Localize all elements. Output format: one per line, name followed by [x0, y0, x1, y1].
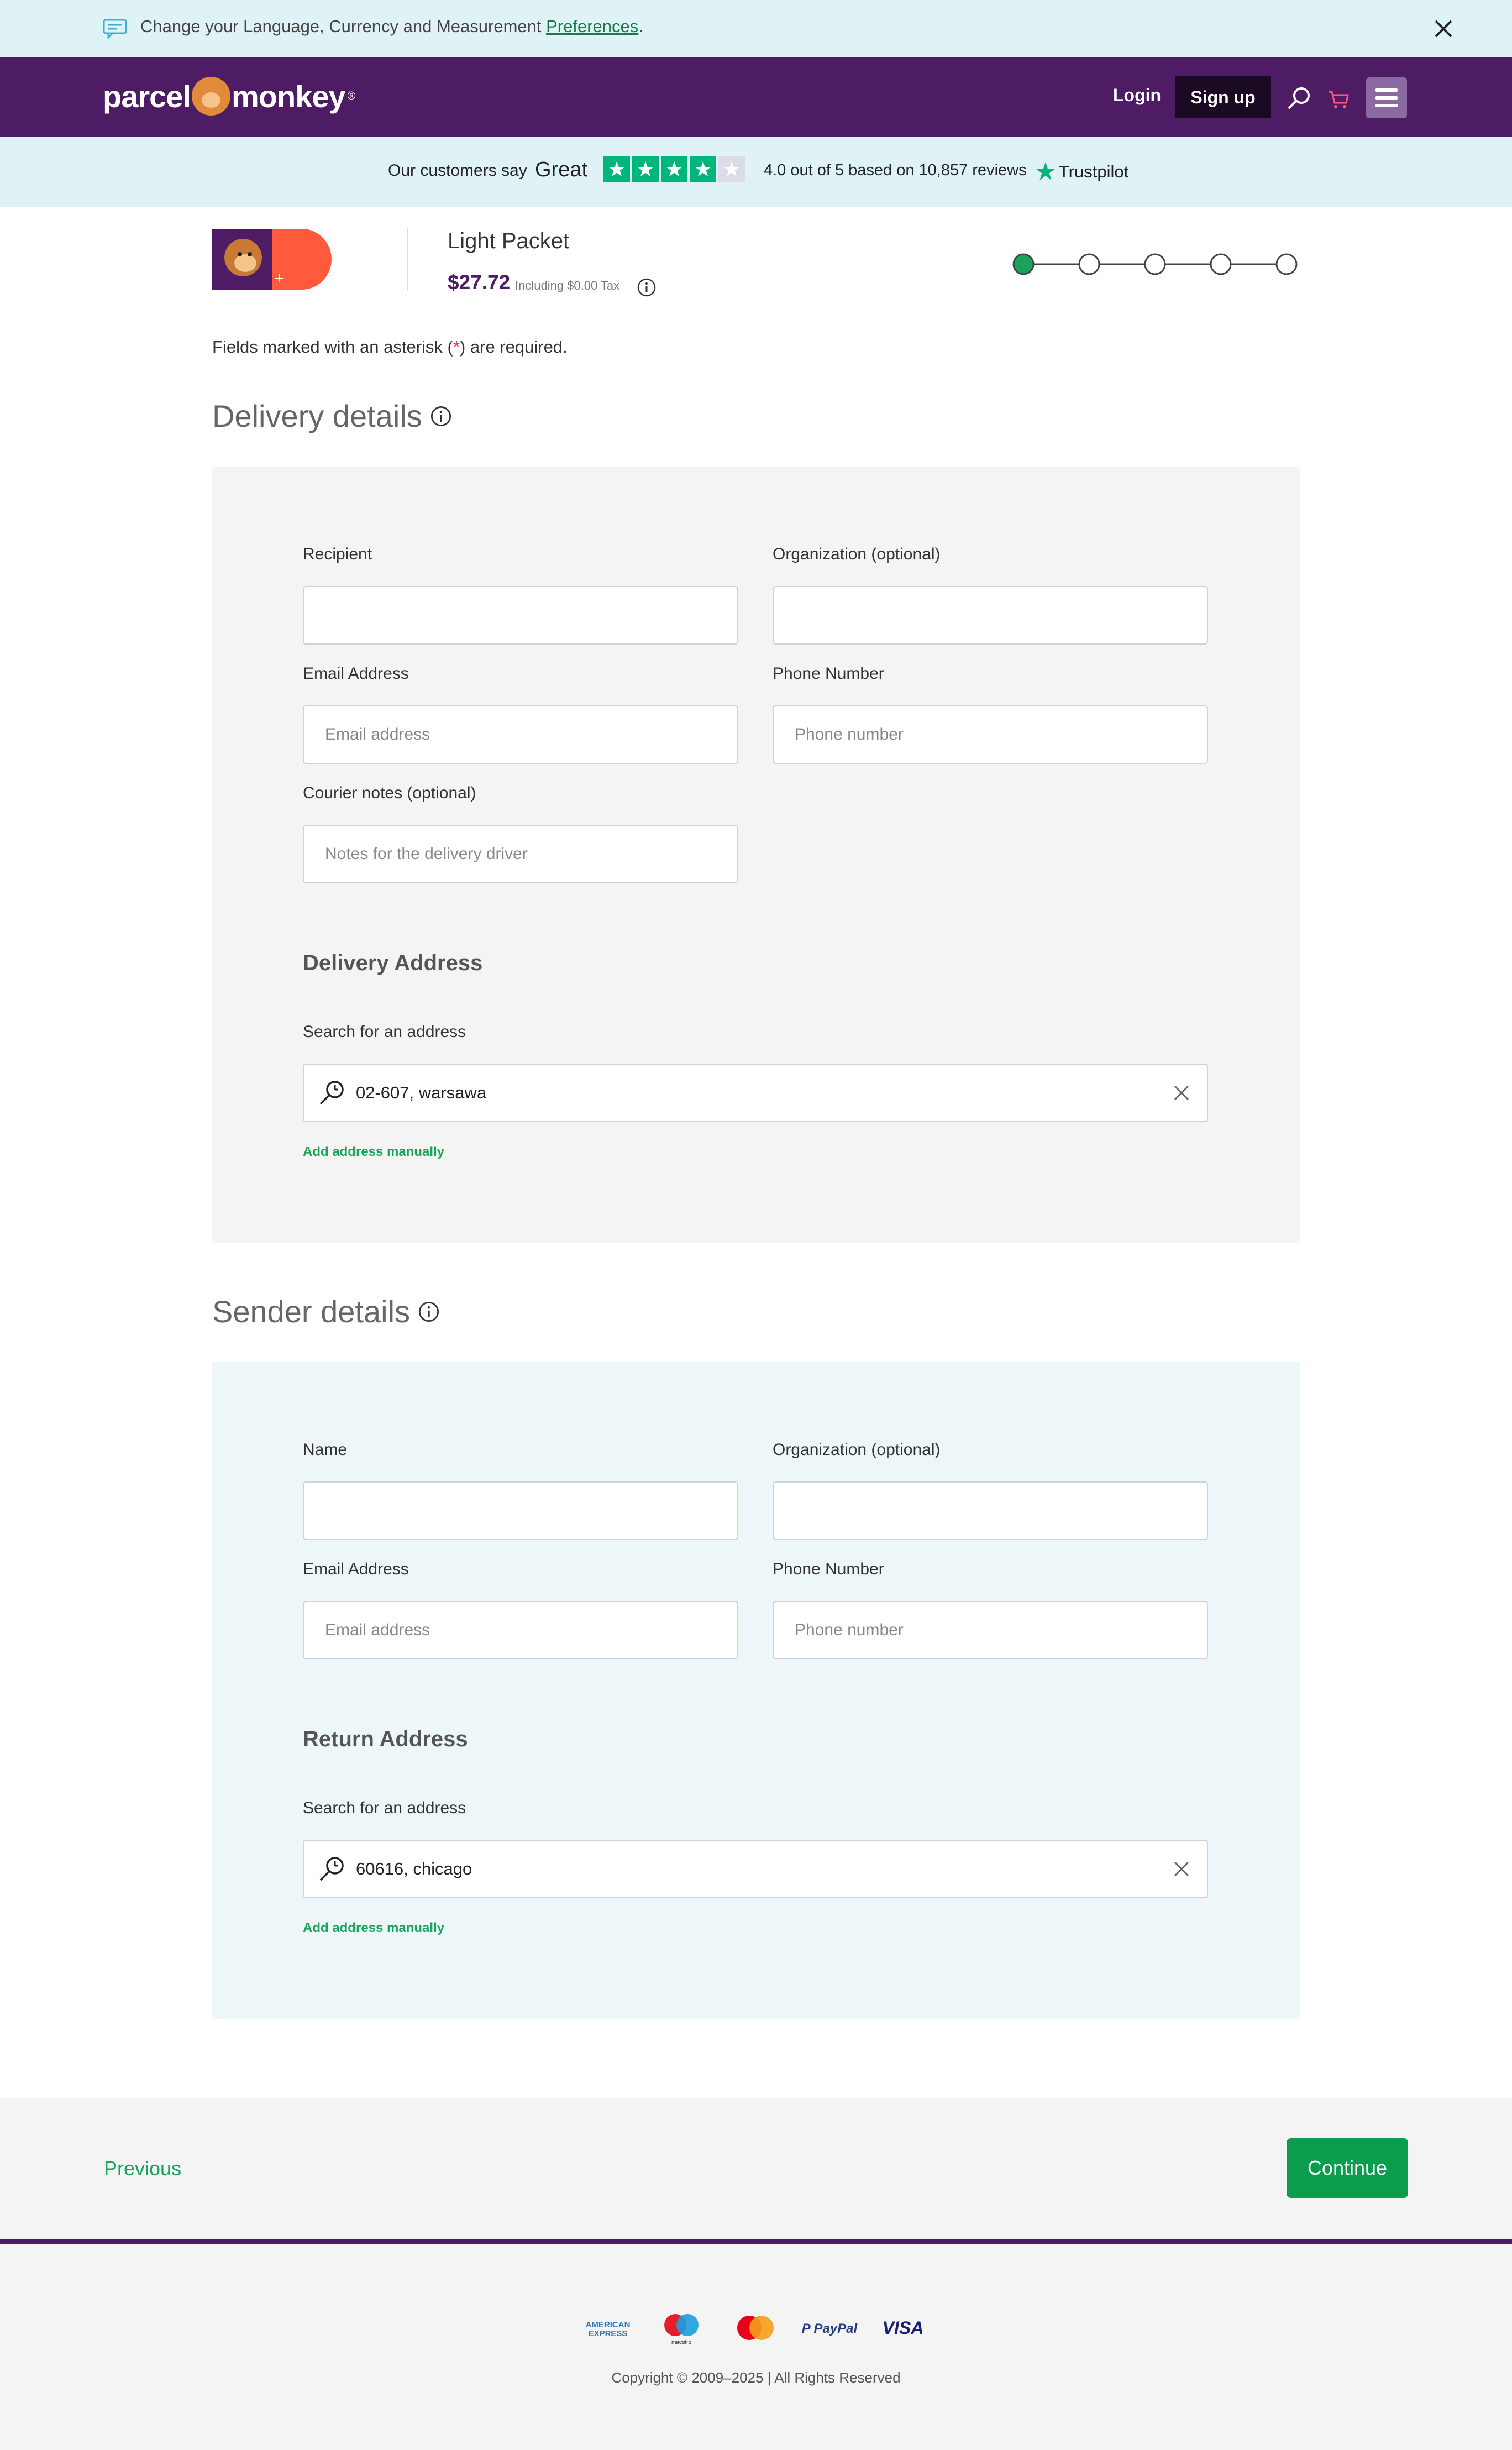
trustpilot-star-icon: ★ [1036, 160, 1056, 184]
return-search-label: Search for an address [303, 1799, 466, 1817]
trustpilot-rating-text: 4.0 out of 5 based on 10,857 reviews [764, 161, 1027, 179]
courier-notes-label: Courier notes (optional) [303, 784, 476, 802]
search-icon [317, 1855, 346, 1883]
product-name: Light Packet [448, 229, 570, 253]
courier-notes-input[interactable]: Notes for the delivery driver [303, 825, 738, 883]
trustpilot-stars [603, 156, 745, 182]
progress-steps [1011, 252, 1299, 276]
add-return-address-manually-link[interactable]: Add address manually [303, 1920, 445, 1935]
return-address-search-input[interactable] [303, 1840, 1208, 1898]
sender-organization-label: Organization (optional) [773, 1441, 941, 1459]
svg-text:+: + [274, 268, 285, 288]
delivery-address-heading: Delivery Address [303, 951, 483, 975]
svg-text:VISA: VISA [882, 2318, 924, 2338]
search-icon [317, 1079, 346, 1107]
star-icon: ★ [603, 156, 630, 182]
signup-button[interactable]: Sign up [1175, 76, 1271, 118]
address-search-input[interactable] [303, 1064, 1208, 1122]
hamburger-menu-button[interactable] [1366, 77, 1407, 118]
step-2-icon [1079, 254, 1099, 274]
return-address-heading: Return Address [303, 1727, 468, 1751]
product-thumbnail [212, 229, 332, 290]
delivery-details-title: Delivery details [212, 398, 452, 434]
product-tax: Including $0.00 Tax [515, 279, 620, 292]
address-search-value: 02-607, warsawa [356, 1083, 487, 1102]
chat-bubble-icon [103, 19, 127, 39]
product-price: $27.72 [448, 271, 511, 294]
sender-email-label: Email Address [303, 1560, 409, 1578]
email-label: Email Address [303, 664, 409, 683]
form-action-bar [0, 2098, 1512, 2239]
sender-phone-input[interactable]: Phone number [773, 1601, 1208, 1659]
maestro-icon [657, 2308, 706, 2347]
trustpilot-bar[interactable] [0, 137, 1512, 207]
cart-icon[interactable] [1327, 90, 1350, 109]
trustpilot-score-word: Great [535, 158, 588, 181]
sender-name-input[interactable] [303, 1481, 738, 1540]
parcelmonkey-logo[interactable]: parcel monkey ® [103, 74, 355, 118]
sender-organization-input[interactable] [773, 1481, 1208, 1540]
search-icon[interactable] [1287, 86, 1311, 111]
monkey-logo-icon [192, 77, 230, 116]
svg-text:EXPRESS: EXPRESS [588, 2329, 628, 2338]
site-header [0, 57, 1512, 137]
organization-label: Organization (optional) [773, 545, 941, 563]
trustpilot-customers-say: Our customers say [388, 161, 527, 180]
sender-name-label: Name [303, 1441, 348, 1459]
address-search-label: Search for an address [303, 1023, 466, 1041]
organization-input[interactable] [773, 586, 1208, 645]
close-icon[interactable] [1431, 17, 1456, 41]
step-1-icon [1014, 254, 1033, 274]
sender-details-title: Sender details [212, 1294, 440, 1329]
trustpilot-logo: ★ Trustpilot [1036, 160, 1129, 184]
recipient-input[interactable] [303, 586, 738, 645]
phone-label: Phone Number [773, 664, 884, 683]
info-icon[interactable] [430, 405, 452, 427]
mastercard-icon [731, 2308, 780, 2347]
sender-details-panel [212, 1362, 1300, 2019]
delivery-details-panel [212, 467, 1300, 1243]
required-fields-note: Fields marked with an asterisk (*) are required. [212, 337, 568, 357]
info-icon[interactable] [418, 1301, 440, 1323]
login-link[interactable]: Login [1113, 85, 1162, 105]
paypal-icon [799, 2308, 860, 2347]
amex-icon [575, 2308, 641, 2347]
site-footer [0, 2244, 1512, 2450]
step-5-icon [1277, 254, 1296, 274]
preferences-text: Change your Language, Currency and Measurement Preferences. [140, 17, 643, 36]
return-search-value: 60616, chicago [356, 1859, 473, 1878]
previous-button[interactable]: Previous [104, 2157, 182, 2180]
preferences-link[interactable]: Preferences [546, 17, 639, 36]
star-empty-icon: ★ [718, 156, 745, 182]
star-icon: ★ [661, 156, 687, 182]
continue-button[interactable]: Continue [1287, 2138, 1408, 2198]
step-4-icon [1211, 254, 1231, 274]
step-3-icon [1145, 254, 1165, 274]
info-icon[interactable] [637, 278, 657, 297]
clear-icon[interactable] [1172, 1083, 1191, 1103]
clear-icon[interactable] [1172, 1859, 1191, 1879]
sender-phone-label: Phone Number [773, 1560, 884, 1578]
phone-input[interactable]: Phone number [773, 705, 1208, 764]
svg-text:maestro: maestro [671, 2339, 692, 2346]
add-address-manually-link[interactable]: Add address manually [303, 1144, 445, 1159]
email-input[interactable]: Email address [303, 705, 738, 764]
preferences-banner [0, 0, 1512, 57]
sender-email-input[interactable]: Email address [303, 1601, 738, 1659]
footer-divider [0, 2239, 1512, 2244]
svg-text:AMERICAN: AMERICAN [585, 2320, 631, 2329]
recipient-label: Recipient [303, 545, 372, 563]
copyright-text: Copyright © 2009–2025 | All Rights Reserved [611, 2369, 901, 2386]
star-icon: ★ [632, 156, 659, 182]
product-divider [407, 228, 408, 291]
visa-icon [875, 2308, 931, 2347]
star-icon: ★ [690, 156, 716, 182]
svg-text:P PayPal: P PayPal [801, 2321, 858, 2336]
